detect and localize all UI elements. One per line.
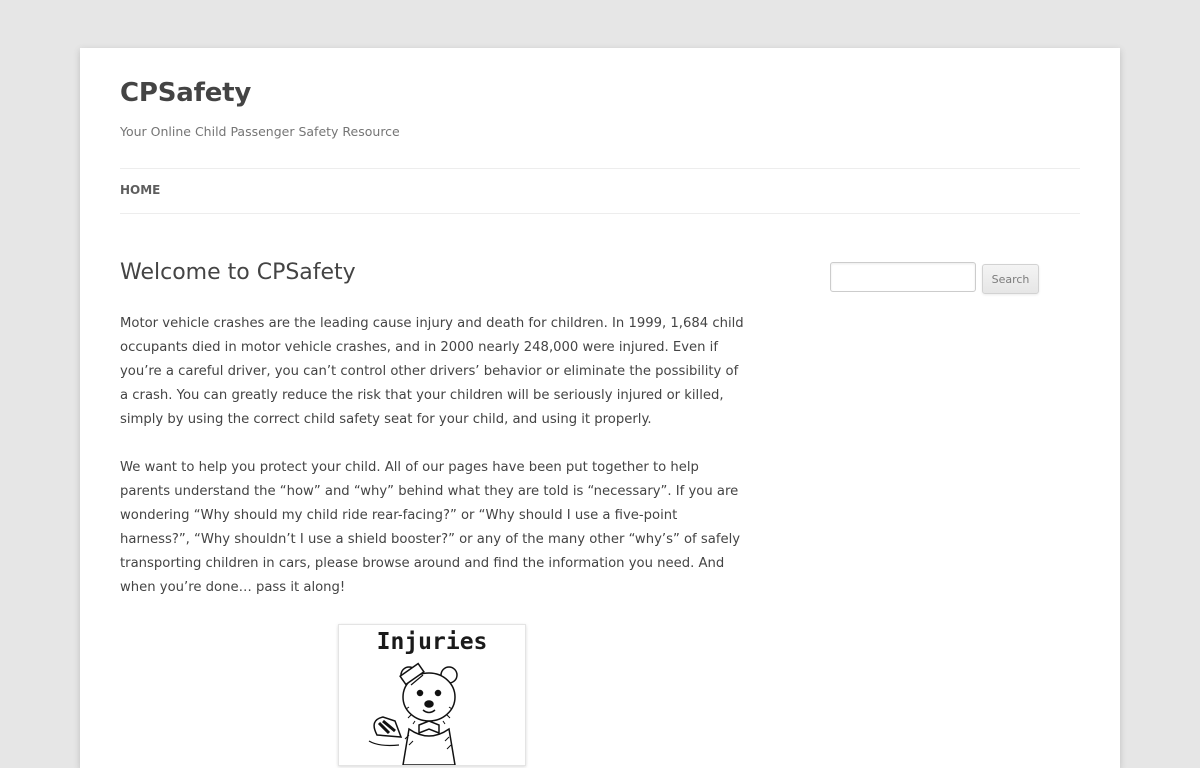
entry-content	[120, 312, 750, 624]
injuries-image-title: Injuries	[376, 629, 488, 655]
search-input[interactable]	[830, 262, 976, 292]
page-container	[80, 48, 1120, 768]
teddy-bear-bandaged-icon	[339, 625, 525, 765]
main-navigation	[120, 168, 1080, 214]
injuries-image	[338, 624, 526, 766]
nav-item-home[interactable]: HOME	[120, 183, 161, 197]
search-button[interactable]: Search	[982, 264, 1039, 294]
paragraph-mission: We want to help you protect your child. All of our pages have been put together to help parents understand the “how” and “why” behind what they are told is “necessary”. If you are wondering “Why should my child ride rear-facing?” or “Why should I use a five-point harness?”, “Why shouldn’t I use a shield booster?” or any of the many other “why’s” of safely transporting children in cars, please browse around and find the information you need. And when you’re done… pass it along!	[120, 460, 741, 595]
page-title: Welcome to CPSafety	[120, 260, 356, 285]
site-title[interactable]: CPSafety	[120, 78, 252, 108]
paragraph-intro: Motor vehicle crashes are the leading cause injury and death for children. In 1999, 1,684 child occupants died in motor vehicle crashes, and in 2000 nearly 248,000 were injured. Even if you’re a careful driver, you can’t control other drivers’ behavior or eliminate the possibility of a crash. You can greatly reduce the risk that your children will be seriously injured or killed, simply by using the correct child safety seat for your child, and using it properly.	[120, 316, 744, 427]
site-tagline: Your Online Child Passenger Safety Resource	[120, 124, 400, 139]
